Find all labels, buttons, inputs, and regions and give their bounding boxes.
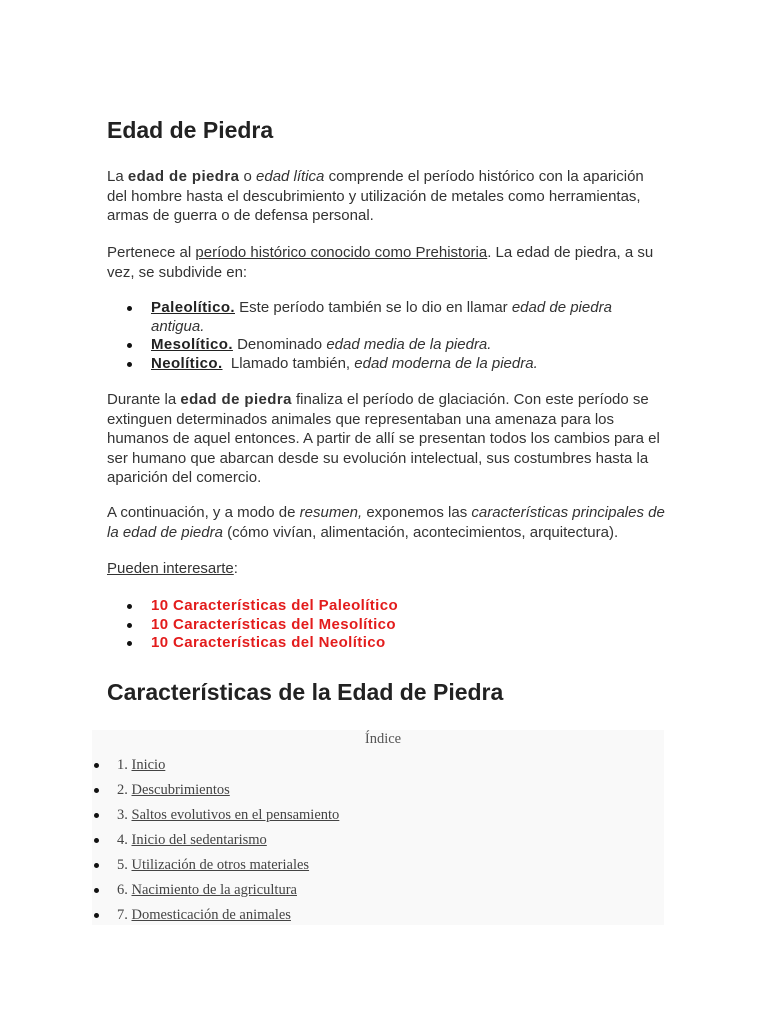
intro-paragraph (107, 167, 644, 226)
toc-item (92, 880, 664, 900)
italic-term: edad moderna de la piedra. (354, 355, 538, 373)
toc-item-number: 5. (117, 857, 128, 873)
toc-title: Índice (364, 731, 402, 747)
list-bullet-icon (127, 343, 132, 348)
paragraph-line: humanos de aquel entonces. A partir de allí se presentan todos los cambios para el (107, 430, 660, 447)
italic-term: edad media de la piedra. (326, 336, 492, 354)
text-run: (cómo vivían, alimentación, acontecimientos, arquitectura). (222, 523, 619, 541)
list-item-line (151, 299, 612, 318)
paragraph-line: vez, se subdivide en: (107, 263, 248, 281)
text-run: . La edad de piedra, a su (487, 244, 654, 261)
italic-term: la edad de piedra (107, 523, 223, 541)
toc-item (92, 830, 664, 850)
list-item (107, 336, 612, 355)
list-bullet-icon (94, 863, 99, 868)
text-run: Durante la (107, 391, 181, 408)
related-article-link[interactable]: 10 Características del Paleolítico (151, 597, 399, 614)
text-run: Este período también se lo dio en llamar (235, 299, 512, 316)
bold-term: edad de piedra (180, 391, 292, 408)
list-item (107, 355, 612, 374)
list-bullet-icon (127, 604, 132, 609)
toc-item (92, 755, 664, 775)
toc-item-link[interactable]: Domesticación de animales (131, 907, 291, 923)
paragraph-line (107, 523, 665, 543)
list-bullet-icon (94, 888, 99, 893)
toc-item-link[interactable]: Saltos evolutivos en el pensamiento (131, 807, 340, 823)
toc-item-link[interactable]: Inicio del sedentarismo (131, 832, 267, 848)
paragraph-line (107, 167, 644, 187)
toc-item-number: 3. (117, 807, 128, 823)
period-name-link[interactable]: Mesolítico. (151, 336, 233, 354)
prehistoria-link[interactable]: período histórico conocido como Prehistoria (195, 244, 488, 261)
list-item (107, 616, 398, 635)
list-bullet-icon (94, 763, 99, 768)
related-link[interactable]: Pueden interesarte (107, 560, 234, 577)
italic-term: características principales de (471, 504, 665, 521)
paragraph-line: extinguen determinados animales que representaban una amenaza para los (107, 410, 615, 428)
paragraph-line: aparición del comercio. (107, 469, 262, 486)
paragraph-line (107, 243, 653, 263)
italic-term: edad lítica (256, 168, 325, 185)
list-bullet-icon (127, 306, 132, 311)
toc-item-number: 6. (117, 882, 128, 898)
paragraph-line: ser humano que abarcan desde su evolución intelectual, sus costumbres hasta la (107, 449, 649, 467)
related-article-link[interactable]: 10 Características del Neolítico (151, 634, 386, 651)
section-title: Características de la Edad de Piedra (107, 679, 504, 705)
toc-item (92, 905, 664, 925)
list-bullet-icon (94, 788, 99, 793)
list-item-line (151, 355, 612, 374)
text-run: o (239, 168, 257, 185)
list-item (107, 299, 612, 336)
italic-term: antigua. (151, 317, 205, 335)
toc-item-number: 4. (117, 832, 128, 848)
list-bullet-icon (94, 813, 99, 818)
glaciation-paragraph (107, 390, 660, 488)
list-bullet-icon (127, 623, 132, 628)
toc-item-link[interactable]: Descubrimientos (131, 782, 230, 798)
toc-list (92, 755, 664, 930)
toc-item-number: 1. (117, 757, 128, 773)
italic-term: edad de piedra (511, 299, 612, 316)
list-item-line (151, 597, 398, 616)
toc-item (92, 855, 664, 875)
list-item-line (151, 336, 612, 355)
list-item (107, 634, 398, 653)
text-run: comprende el período histórico con la aparición (324, 168, 644, 185)
text-run: Denominado (232, 336, 327, 354)
paragraph-line: armas de guerra o de defensa personal. (107, 207, 374, 224)
summary-paragraph (107, 503, 665, 542)
list-bullet-icon (127, 362, 132, 367)
toc-item-link[interactable]: Inicio (131, 757, 166, 773)
toc-item (92, 805, 664, 825)
list-item-line (151, 634, 398, 653)
toc-item-number: 7. (117, 907, 128, 923)
toc-item-link[interactable]: Nacimiento de la agricultura (131, 882, 297, 898)
bold-term: edad de piedra (127, 168, 240, 185)
paragraph-line: del hombre hasta el descubrimiento y utilización de metales como herramientas, (107, 187, 641, 205)
text-run: : (233, 560, 238, 577)
list-bullet-icon (127, 641, 132, 646)
subdivision-paragraph (107, 243, 653, 282)
text-run: exponemos las (362, 504, 472, 521)
paragraph-line (107, 559, 238, 579)
related-label (107, 559, 238, 579)
period-name-link[interactable]: Neolítico. (151, 355, 223, 373)
list-item-line (151, 616, 398, 635)
paragraph-line (107, 390, 660, 410)
list-item-line (151, 318, 612, 337)
text-run: Llamado también, (222, 355, 355, 373)
toc-item-number: 2. (117, 782, 128, 798)
paragraph-line (107, 503, 665, 523)
table-of-contents (92, 730, 664, 925)
list-item (107, 597, 398, 616)
page-title: Edad de Piedra (107, 117, 274, 143)
list-bullet-icon (94, 913, 99, 918)
toc-item-link[interactable]: Utilización de otros materiales (131, 857, 310, 873)
text-run: Pertenece al (107, 244, 196, 261)
text-run: La (107, 168, 128, 185)
text-run: finaliza el período de glaciación. Con este período se (291, 391, 649, 408)
period-list (107, 299, 612, 374)
toc-item (92, 780, 664, 800)
related-links-list (107, 597, 398, 653)
period-name-link[interactable]: Paleolítico. (151, 299, 235, 316)
text-run: A continuación, y a modo de (107, 504, 300, 521)
related-article-link[interactable]: 10 Características del Mesolítico (151, 615, 396, 633)
list-bullet-icon (94, 838, 99, 843)
italic-term: resumen, (299, 504, 363, 521)
